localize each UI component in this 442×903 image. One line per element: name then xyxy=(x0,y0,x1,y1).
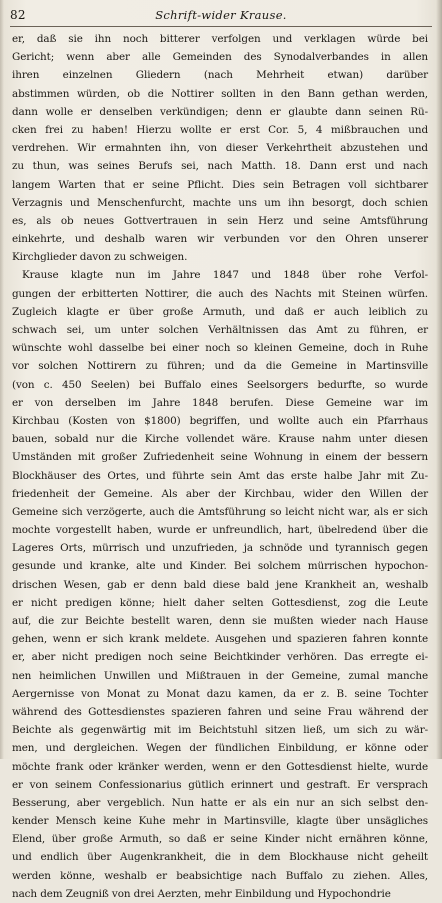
text-line: bauen, sobald nur die Kirche vollendet wäre. Krause nahm unter diesen xyxy=(12,433,428,446)
text-line: er, daß sie ihn noch bitterer verfolgen und verklagen würde bei xyxy=(12,33,428,45)
text-line: es, als ob neues Gottvertrauen in sein Herz und seine Amtsführung xyxy=(12,214,428,227)
page-edge-shadow xyxy=(436,0,442,759)
text-line: abstimmen würden, ob die Nottirer sollten in den Bann gethan werden, xyxy=(12,87,428,100)
text-line: Lageres Orts, mürrisch und unzufrieden, ja schnöde und tyrannisch gegen xyxy=(12,542,428,555)
text-line: einkehrte, und deshalb waren wir verbunden vor den Ohren unserer xyxy=(12,233,428,246)
text-line: gesunde und kranke, alte und Kinder. Bei solchem mürrischen hypochon- xyxy=(12,560,428,573)
page-header xyxy=(0,6,442,24)
text-line: ihren einzelnen Gliedern (nach Mehrheit etwan) darüber xyxy=(12,69,428,82)
text-line: nach dem Zeugniß von drei Aerzten, mehr Einbildung und Hypochondrie xyxy=(12,887,391,900)
text-line: dann wolle er denselben verkündigen; denn er glaubte dann seinen Rü- xyxy=(12,105,428,118)
text-line: Blockhäuser des Ortes, und führte sein Amt das erste halbe Jahr mit Zu- xyxy=(12,469,428,482)
text-line: gehen, wenn er sich krank meldete. Ausgehen und spazieren fahren konnte xyxy=(12,633,428,646)
running-title: Schrift-wider Krause. xyxy=(155,8,287,22)
text-line: verdrehen. Wir ermahnten ihn, von dieser Verkehrtheit abzustehen und xyxy=(12,142,428,155)
text-line: er von derselben im Jahre 1848 berufen. Diese Gemeine war im xyxy=(12,396,428,409)
text-line: und endlich über Augenkrankheit, die in dem Blockhause nicht geheilt xyxy=(12,851,428,864)
text-line: er von seinem Confessionarius gütlich erinnert und gestraft. Er versprach xyxy=(12,778,428,791)
text-line: men, und dergleichen. Wegen der fündlichen Einbildung, er könne oder xyxy=(12,742,428,755)
text-line: er nicht predigen könne; hielt daher selten Gottesdienst, zog die Leute xyxy=(12,596,428,609)
text-line: vor solchen Nottirern zu führen; und da die Gemeine in Martinsville xyxy=(12,360,428,373)
text-line: Verzagnis und Menschenfurcht, machte uns um ihn besorgt, doch schien xyxy=(12,196,428,209)
header-rule xyxy=(10,26,432,27)
text-line: Gericht; wenn aber alle Gemeinden des Synodalverbandes in allen xyxy=(12,51,428,64)
text-line: während des Gottesdienstes spazieren fahren und seine Frau während der xyxy=(12,705,428,718)
text-line: wünschte wohl dasselbe bei einer noch so kleinen Gemeine, doch in Ruhe xyxy=(12,342,428,355)
text-line: Elend, über große Armuth, so daß er seine Kinder nicht ernähren könne, xyxy=(12,833,428,846)
text-line: Umständen mit großer Zufriedenheit seine Wohnung in einem der bessern xyxy=(12,451,428,464)
text-line: langem Warten that er seine Pflicht. Dies sein Betragen voll sichtbarer xyxy=(12,178,428,191)
text-line: drischen Wesen, gab er denn bald diese bald jene Krankheit an, weshalb xyxy=(12,578,428,591)
text-line: Aergernisse von Monat zu Monat dazu kamen, da er z. B. seine Tochter xyxy=(12,687,428,700)
text-line: werden könne, weshalb er beabsichtige nach Buffalo zu ziehen. Alles, xyxy=(12,869,428,882)
text-line: (von c. 450 Seelen) bei Buffalo eines Seelsorgers bedurfte, so wurde xyxy=(12,378,428,391)
text-line: friedenheit der Gemeine. Als aber der Kirchbau, wider den Willen der xyxy=(12,487,428,500)
text-line: zu thun, was seines Berufs sei, nach Matth. 18. Dann erst und nach xyxy=(12,160,428,173)
page-number: 82 xyxy=(10,8,26,22)
text-line: schwach sei, um unter solchen Verhältnissen das Amt zu führen, er xyxy=(12,324,428,336)
text-line: mochte vorgestellt haben, wurde er unfreundlich, hart, übelredend über die xyxy=(12,524,428,537)
text-line: Besserung, aber vergeblich. Nun hatte er als ein nur an sich selbst den- xyxy=(12,796,428,809)
text-line: Zugleich klagte er über große Armuth, und daß er auch leiblich zu xyxy=(12,305,428,318)
text-line: kender Mensch keine Kuhe mehr in Martinsville, klagte über unsägliches xyxy=(12,815,428,828)
text-line: er, aber nicht predigen noch seine Beichtkinder verhören. Das erregte ei- xyxy=(12,651,428,664)
text-line: gungen der erbitterten Nottirer, die auch des Nachts mit Steinen würfen. xyxy=(12,287,428,300)
text-line: Kirchglieder davon zu schweigen. xyxy=(12,251,188,264)
text-line: Beichte als gegenwärtig mit im Beichtstuhl sitzen ließ, um sich zu wär- xyxy=(12,724,428,737)
text-line: cken frei zu haben! Hierzu wollte er erst Cor. 5, 4 mißbrauchen und xyxy=(12,123,428,136)
body-text xyxy=(12,30,428,903)
text-line: Kirchbau (Kosten von $1800) begriffen, und wollte auch ein Pfarrhaus xyxy=(12,414,428,427)
text-line: auf, die zur Beichte bestellt waren, denn sie mußten wieder nach Hause xyxy=(12,615,428,627)
text-line: Gemeine sich verzögerte, auch die Amtsführung so leicht nicht war, als er sich xyxy=(12,505,428,518)
text-line: Krause klagte nun im Jahre 1847 und 1848 über rohe Verfol- xyxy=(22,269,428,282)
text-line: nen heimlichen Unwillen und Mißtrauen in der Gemeine, zumal manche xyxy=(12,669,428,682)
text-line: möchte frank oder kränker werden, wenn er den Gottesdienst hielte, wurde xyxy=(12,760,428,773)
page-gutter-shadow xyxy=(0,0,4,759)
